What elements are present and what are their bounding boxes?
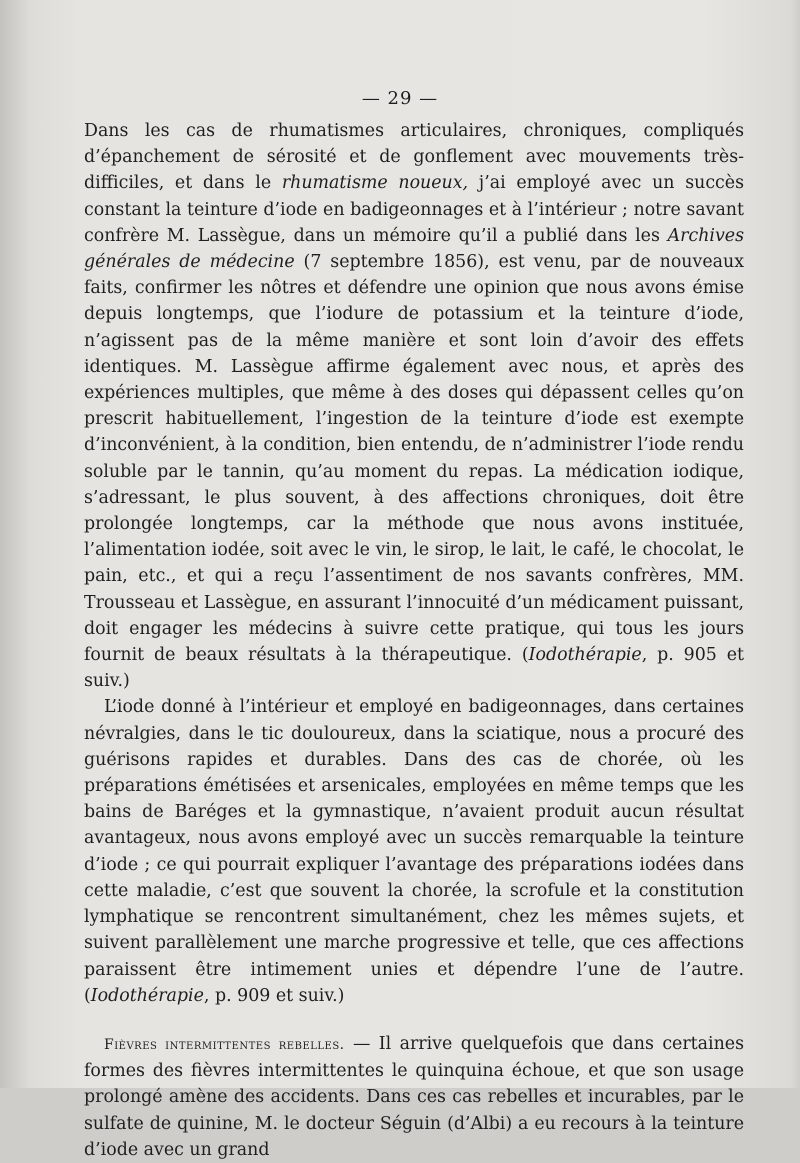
page-number: — 29 — xyxy=(361,88,439,109)
paragraph-fevers xyxy=(84,1031,744,1163)
p1-text-3: (7 septembre 1856), est venu, par de nouveaux faits, confirmer les nôtres et défendre une opinion que nous avons émise depuis longtemps, que l’iodure de potassium et la teinture d’iode, n’agissent pas de la même manière et sont loin d’avoir des effets identiques. M. Lassègue affirme également avec nous, et après des expériences multiples, que même à des doses qui dépassent celles qu’on prescrit habituellement, l’ingestion de la teinture d’iode est exempte d’inconvénient, à la condition, bien entendu, de n’administrer l’iode rendu soluble par le tannin, qu’au moment du repas. La médication iodique, s’adressant, le plus souvent, à des affections chroniques, doit être prolongée longtemps, car la méthode que nous avons instituée, l’alimentation iodée, soit avec le vin, le sirop, le lait, le café, le chocolat, le pain, etc., et qui a reçu l’assentiment de nos savants confrères, MM. Trousseau et Lassègue, en assurant l’innocuité d’un médicament puissant, doit engager les médecins à suivre cette pratique, qui tous les jours fournit de beaux résultats à la thérapeutique. ( xyxy=(84,252,745,666)
section-heading: Fièvres intermittentes rebelles. xyxy=(104,1036,345,1053)
paragraph-rheumatism xyxy=(84,118,744,694)
p1-text-4: , p. 905 et suiv.) xyxy=(84,645,744,692)
p1-emphasis-1: rhumatisme noueux, xyxy=(281,173,469,194)
p2-text-1: L’iode donné à l’intérieur et employé en badigeonnages, dans certaines névralgies, dans le tic douloureux, dans la sciatique, nous a procuré des guérisons rapides et durables. Dans des cas de chorée, où les préparations émétisées et arsenicales, employées en même temps que les bains de Baréges et la gymnastique, n’avaient produit aucun résultat avantageux, nous avons employé avec un succès remarquable la teinture d’iode ; ce qui pourrait expliquer l’avantage des préparations iodées dans cette maladie, c’est que souvent la chorée, la scrofule et la constitution lymphatique se rencontrent simultanément, chez les mêmes sujets, et suivent parallèlement une marche progressive et telle, que ces affections paraissent être intimement unies et dépendre l’une de l’autre. ( xyxy=(84,697,744,1006)
p1-emphasis-2: Archives générales de médecine xyxy=(84,225,744,273)
p1-text-2: j’ai employé avec un succès constant la teinture d’iode en badigeonnages et à l’intérieur ; notre savant confrère M. Lassègue, dans un mémoire qu’il a publié dans les xyxy=(84,173,745,246)
p2-text-2: , p. 909 et suiv.) xyxy=(203,985,345,1006)
paragraph-neuralgia xyxy=(84,694,744,1008)
p2-emphasis-1: Iodothérapie xyxy=(90,985,204,1006)
p1-emphasis-3: Iodothérapie xyxy=(528,645,642,666)
body-text xyxy=(84,118,744,1163)
p1-text-1: Dans les cas de rhumatismes articulaires, chroniques, compliqués d’épanchement de sérosité et de gonflement avec mouvements très-difficiles, et dans le xyxy=(84,121,744,194)
p3-text: — Il arrive quelquefois que dans certaines formes des fièvres intermittentes le quinquina échoue, et que son usage prolongé amène des accidents. Dans ces cas rebelles et incurables, par le sulfate de quinine, M. le docteur Séguin (d’Albi) a eu recours à la teinture d’iode avec un grand xyxy=(84,1033,744,1160)
